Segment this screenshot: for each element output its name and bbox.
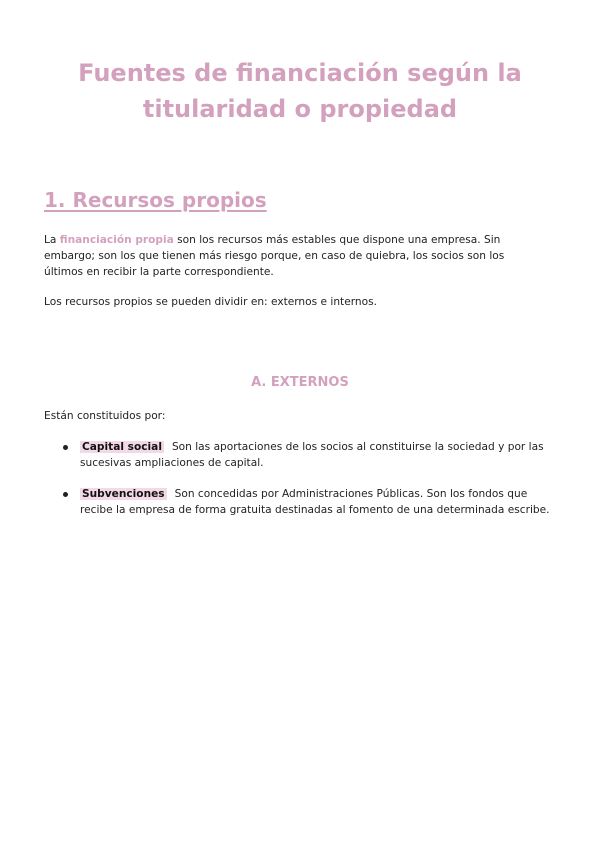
definition-capital-social: Son las aportaciones de los socios al constituirse la sociedad y por las sucesivas ampliaciones de capital. bbox=[80, 441, 544, 469]
page-title-line-1: Fuentes de financiación según la bbox=[78, 59, 522, 87]
bullet-icon bbox=[63, 492, 68, 497]
page-title-line-2: titularidad o propiedad bbox=[142, 95, 458, 123]
paragraph-constituidos-por: Están constituidos por: bbox=[44, 410, 166, 422]
term-subvenciones: Subvenciones bbox=[82, 488, 165, 500]
bullet-icon bbox=[63, 445, 68, 450]
paragraph-prefix: La bbox=[44, 234, 60, 246]
page-title bbox=[40, 55, 560, 127]
paragraph-body: son los recursos más estables que dispone una empresa. Sin embargo; son los que tienen más riesgo porque, en caso de quiebra, los socios son los últimos en recibir la parte correspondiente. bbox=[44, 234, 505, 278]
term-capital-social: Capital social bbox=[82, 441, 162, 453]
paragraph-financiacion-propia bbox=[44, 232, 544, 280]
section-heading-recursos-propios: 1. Recursos propios bbox=[44, 188, 267, 212]
definition-subvenciones: Son concedidas por Administraciones Públicas. Son los fondos que recibe la empresa de forma gratuita destinadas al fomento de una determinada escribe. bbox=[80, 488, 550, 516]
paragraph-division-recursos: Los recursos propios se pueden dividir en: externos e internos. bbox=[44, 296, 377, 308]
highlighted-term-financiacion-propia: financiación propia bbox=[59, 234, 174, 246]
list-item-capital-social bbox=[44, 439, 554, 471]
list-item-subvenciones bbox=[44, 486, 554, 518]
subsection-heading-externos: A. EXTERNOS bbox=[251, 375, 349, 390]
